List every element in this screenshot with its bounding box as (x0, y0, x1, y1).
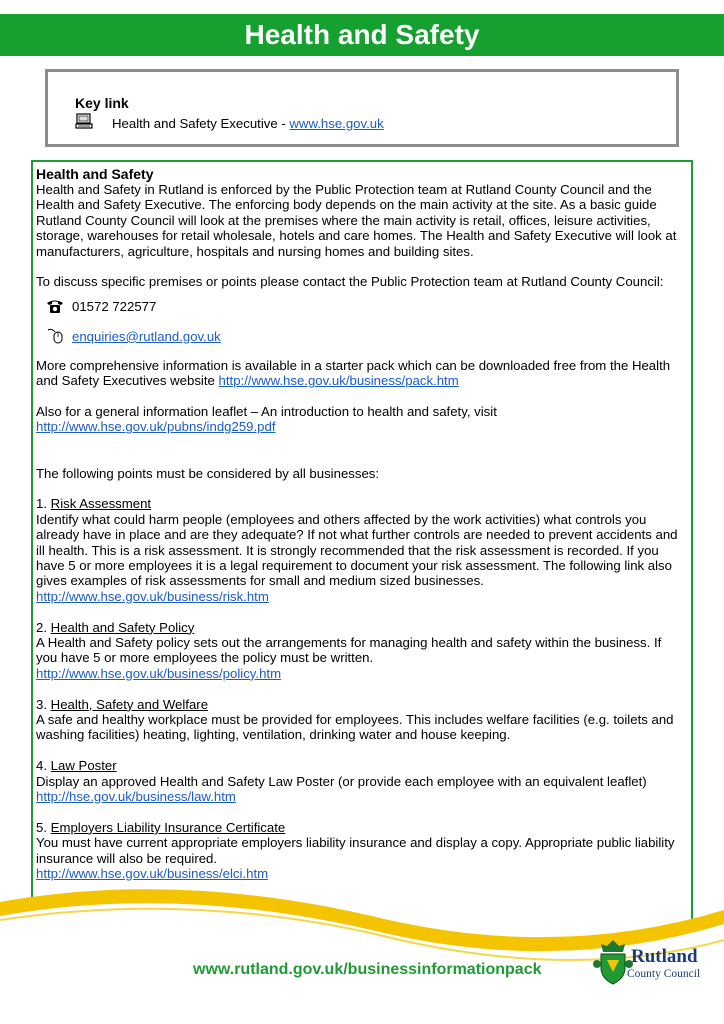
telephone-icon (46, 298, 64, 314)
leaflet-text: Also for a general information leaflet – An introduction to health and safety, visit (36, 404, 497, 420)
key-link-line (112, 116, 384, 131)
point-3-heading: 3. Health, Safety and Welfare (36, 696, 209, 712)
intro-paragraph: Health and Safety in Rutland is enforced by the Public Protection team at Rutland County Council and the Health and Safety Executive. The enforcing body depends on the main activity at the site. As a basic guide Rutland County Council will look at the premises where the main activity is retail, offices, leisure activities, storage, warehouses for retail wholesale, hotels and care homes. The Health and Safety Executive will look at manufacturers, agriculture, hospitals and nursing homes and building sites. (36, 182, 677, 259)
footer-url[interactable]: www.rutland.gov.uk/businessinformationpack (193, 961, 542, 978)
key-link-box (45, 69, 679, 147)
point-5-heading: 5. Employers Liability Insurance Certificate (36, 819, 286, 835)
point-4-link[interactable]: http://hse.gov.uk/business/law.htm (36, 789, 236, 805)
phone-row (36, 296, 686, 326)
point-2-link[interactable]: http://www.hse.gov.uk/business/policy.htm (36, 665, 282, 681)
point-3-title: Health, Safety and Welfare (50, 696, 209, 712)
point-1-link[interactable]: http://www.hse.gov.uk/business/risk.htm (36, 588, 269, 604)
point-4-title: Law Poster (50, 758, 117, 774)
point-2-heading: 2. Health and Safety Policy (36, 619, 195, 635)
logo-name: Rutland (631, 946, 698, 967)
mouse-icon (46, 328, 64, 344)
point-5-body: You must have current appropriate employers liability insurance and display a copy. Appropriate public liability insurance will also be required. (36, 835, 675, 866)
leaflet-link[interactable]: http://www.hse.gov.uk/pubns/indg259.pdf (36, 419, 276, 435)
email-link[interactable]: enquiries@rutland.gov.uk (72, 328, 221, 344)
section-heading: Health and Safety (36, 166, 154, 182)
point-2-title: Health and Safety Policy (50, 619, 195, 635)
points-intro: The following points must be considered by all businesses: (36, 465, 380, 481)
point-4-heading: 4. Law Poster (36, 758, 117, 774)
key-link-title: Key link (75, 95, 129, 111)
page-title: Health and Safety (244, 19, 480, 50)
starter-pack-text: More comprehensive information is available in a starter pack which can be downloaded free from the Health and Safety Executives website (36, 357, 671, 389)
point-2-body: A Health and Safety policy sets out the arrangements for managing health and safety within the business. If you have 5 or more employees the policy must be written. (36, 635, 662, 666)
key-link-text: Health and Safety Executive - (112, 116, 290, 131)
starter-pack-paragraph (36, 358, 686, 389)
contact-intro: To discuss specific premises or points please contact the Public Protection team at Rutland County Council: (36, 274, 664, 290)
point-5-link[interactable]: http://www.hse.gov.uk/business/elci.htm (36, 866, 269, 882)
email-row (36, 326, 686, 356)
point-4-body: Display an approved Health and Safety Law Poster (or provide each employee with an equivalent leaflet) (36, 773, 647, 789)
phone-number: 01572 722577 (72, 298, 157, 314)
point-5-title: Employers Liability Insurance Certificate (50, 819, 286, 835)
main-content (36, 166, 686, 882)
starter-pack-link[interactable]: http://www.hse.gov.uk/business/pack.htm (218, 373, 459, 389)
point-1-body: Identify what could harm people (employees and others affected by the work activities) what controls you already have in place and are they adequate? If not what further controls are needed to prevent accidents and ill health. This is a risk assessment. It is strongly recommended that the risk assessment is recorded. If you have 5 or more employees it is a legal requirement to document your risk assessment. The following link also gives examples of risk assessments for small and medium sized businesses. (36, 511, 678, 589)
point-1-title: Risk Assessment (50, 496, 152, 512)
point-3-body: A safe and healthy workplace must be provided for employees. This includes welfare facilities (e.g. toilets and washing facilities) heating, lighting, ventilation, drinking water and house keeping. (36, 712, 674, 743)
point-1-heading: 1. Risk Assessment (36, 496, 152, 512)
hse-link[interactable]: www.hse.gov.uk (289, 116, 384, 131)
computer-icon (75, 113, 93, 129)
logo-sub: County Council (627, 968, 701, 980)
